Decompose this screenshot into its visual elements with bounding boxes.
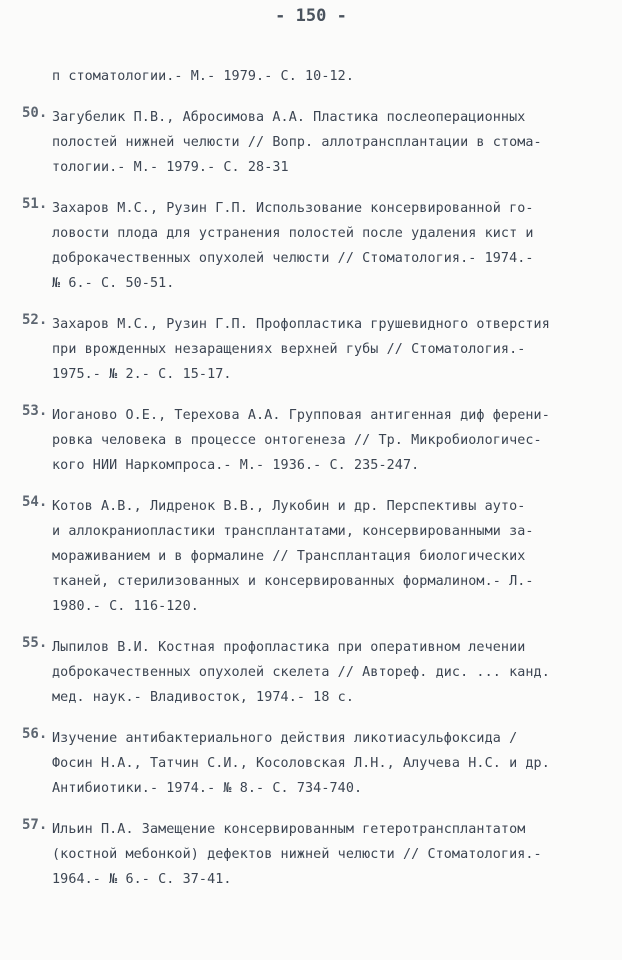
reference-entry [22, 494, 607, 619]
reference-line: № 6.- С. 50-51. [52, 276, 175, 291]
reference-entry [22, 726, 607, 801]
reference-entry [22, 635, 607, 710]
reference-line: доброкачественных опухолей скелета // Автореф. дис. ... канд. [52, 665, 550, 680]
reference-number: 50. [22, 105, 48, 121]
reference-entry [22, 312, 607, 387]
reference-entry [22, 105, 607, 180]
reference-number: 51. [22, 196, 48, 212]
page-number: - 150 - [275, 6, 347, 26]
reference-number: 55. [22, 635, 48, 651]
reference-line: кого НИИ Наркомпроса.- М.- 1936.- С. 235-247. [52, 458, 420, 473]
reference-line: п стоматологии.- М.- 1979.- С. 10-12. [52, 69, 354, 84]
reference-line: 1975.- № 2.- С. 15-17. [52, 367, 232, 382]
reference-line: полостей нижней челюсти // Вопр. аллотрансплантации в стома- [52, 135, 542, 150]
reference-list [22, 64, 607, 908]
reference-line: 1980.- С. 116-120. [52, 599, 199, 614]
reference-line: Антибиотики.- 1974.- № 8.- С. 734-740. [52, 781, 363, 796]
reference-line: ловости плода для устранения полостей после удаления кист и [52, 226, 534, 241]
reference-line: Котов А.В., Лидренок В.В., Лукобин и др. Перспективы ауто- [52, 499, 526, 514]
reference-number: 52. [22, 312, 48, 328]
reference-number: 56. [22, 726, 48, 742]
reference-line: Лыпилов В.И. Костная профопластика при оперативном лечении [52, 640, 526, 655]
reference-entry [22, 817, 607, 892]
reference-line: ровка человека в процессе онтогенеза // Тр. Микробиологичес- [52, 433, 542, 448]
reference-line: тологии.- М.- 1979.- С. 28-31 [52, 160, 289, 175]
reference-line: и аллокраниопластики трансплантатами, консервированными за- [52, 524, 534, 539]
reference-line: (костной мебонкой) дефектов нижней челюсти // Стоматология.- [52, 847, 542, 862]
reference-entry [22, 196, 607, 296]
reference-line: Иоганово О.Е., Терехова А.А. Групповая антигенная диф ферени- [52, 408, 550, 423]
reference-line: мораживанием и в формалине // Трансплантация биологических [52, 549, 526, 564]
reference-line: Захаров М.С., Рузин Г.П. Профопластика грушевидного отверстия [52, 317, 550, 332]
reference-line: Ильин П.А. Замещение консервированным гетеротрансплантатом [52, 822, 526, 837]
reference-entry [22, 403, 607, 478]
reference-line: Изучение антибактериального действия ликотиасульфоксида / [52, 731, 518, 746]
reference-line: при врожденных незаращениях верхней губы // Стоматология.- [52, 342, 526, 357]
reference-line: мед. наук.- Владивосток, 1974.- 18 с. [52, 690, 354, 705]
reference-number: 54. [22, 494, 48, 510]
reference-line: тканей, стерилизованных и консервированных формалином.- Л.- [52, 574, 534, 589]
reference-line: Фосин Н.А., Татчин С.И., Косоловская Л.Н., Алучева Н.С. и др. [52, 756, 550, 771]
reference-number: 53. [22, 403, 48, 419]
reference-number: 57. [22, 817, 48, 833]
reference-continuation [22, 64, 607, 89]
reference-line: Загубелик П.В., Абросимова А.А. Пластика послеоперационных [52, 110, 526, 125]
reference-line: доброкачественных опухолей челюсти // Стоматология.- 1974.- [52, 251, 534, 266]
reference-line: 1964.- № 6.- С. 37-41. [52, 872, 232, 887]
reference-line: Захаров М.С., Рузин Г.П. Использование консервированной го- [52, 201, 534, 216]
